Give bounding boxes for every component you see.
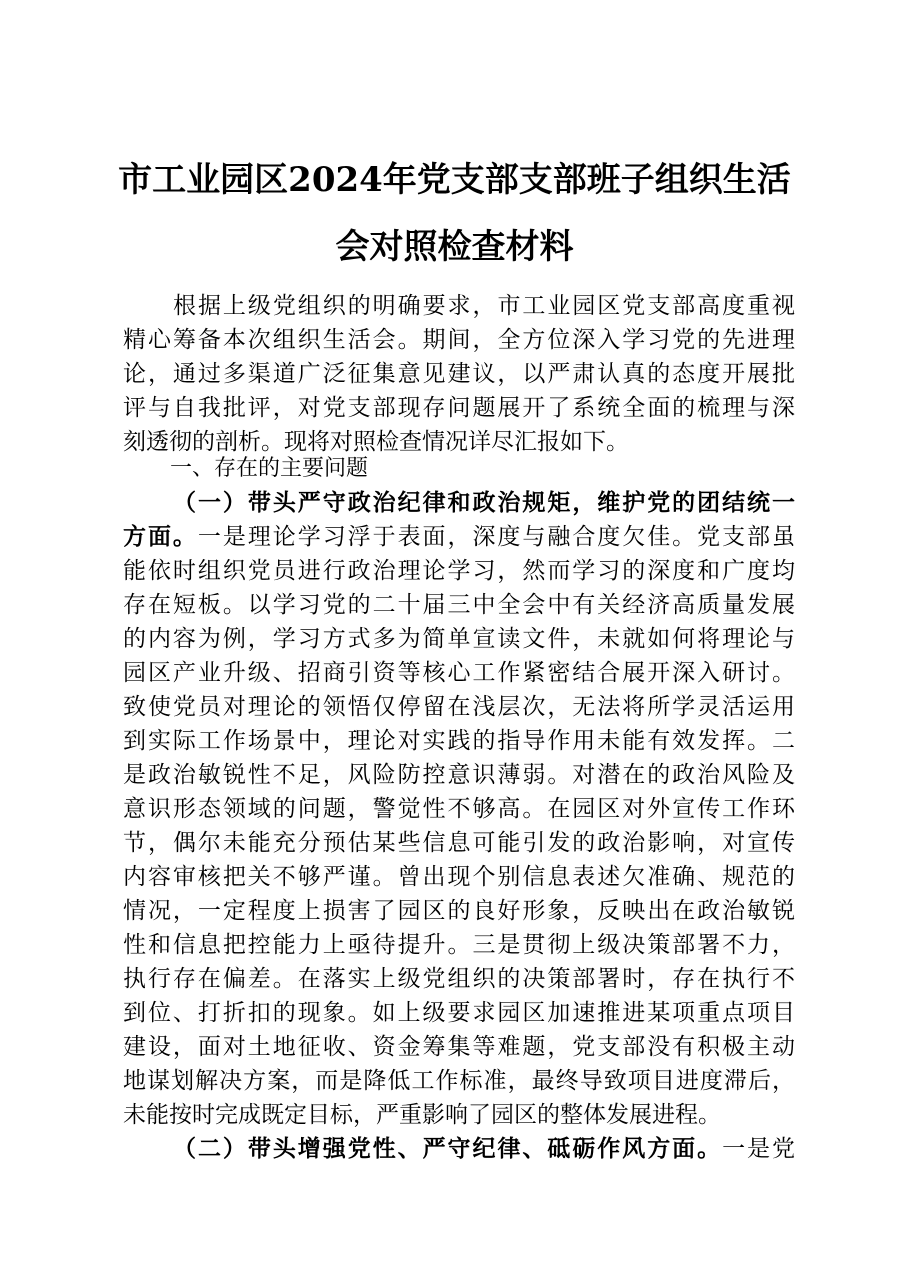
intro-line: 根据上级党组织的明确要求，市工业园区党支部高度重视 — [173, 293, 795, 319]
body-line: 存在短板。以学习党的二十届三中全会中有关经济高质量发展 — [123, 592, 795, 618]
body-line: 到实际工作场景中，理论对实践的指导作用未能有效发挥。二 — [123, 728, 795, 754]
intro-line: 评与自我批评，对党支部现存问题展开了系统全面的梳理与深 — [123, 395, 795, 421]
body-line: 未能按时完成既定目标，严重影响了园区的整体发展进程。 — [123, 1102, 721, 1128]
body-line: 执行存在偏差。在落实上级党组织的决策部署时，存在执行不 — [123, 966, 795, 992]
document-title-line-2: 会对照检查材料 — [335, 227, 574, 267]
body-line: 能依时组织党员进行政治理论学习，然而学习的深度和广度均 — [123, 558, 795, 584]
body-line: 地谋划解决方案，而是降低工作标准，最终导致项目进度滞后， — [123, 1068, 795, 1094]
body-line: 情况，一定程度上损害了园区的良好形象，反映出在政治敏锐 — [123, 898, 795, 924]
body-line: 是政治敏锐性不足，风险防控意识薄弱。对潜在的政治风险及 — [123, 762, 795, 788]
intro-line: 精心筹备本次组织生活会。期间，全方位深入学习党的先进理 — [123, 327, 795, 353]
intro-line: 刻透彻的剖析。现将对照检查情况详尽汇报如下。 — [123, 429, 629, 455]
document-title-line-1: 市工业园区2024年党支部支部班子组织生活 — [118, 160, 791, 200]
section-heading: 一、存在的主要问题 — [170, 456, 369, 481]
body-line: 节，偶尔未能充分预估某些信息可能引发的政治影响，对宣传 — [123, 830, 795, 856]
subsection-1-heading-tail: 方面。 — [123, 523, 198, 550]
body-line: 内容审核把关不够严谨。曾出现个别信息表述欠准确、规范的 — [123, 864, 795, 890]
subsection-2-heading: （二）带头增强党性、严守纪律、砥砺作风方面。 — [173, 1135, 723, 1162]
body-line: 性和信息把控能力上亟待提升。三是贯彻上级决策部署不力， — [123, 932, 795, 958]
body-line: 园区产业升级、招商引资等核心工作紧密结合展开深入研讨。 — [123, 660, 795, 686]
intro-line: 论，通过多渠道广泛征集意见建议，以严肃认真的态度开展批 — [123, 361, 795, 387]
body-line — [123, 1132, 795, 1166]
body-line: 意识形态领域的问题，警觉性不够高。在园区对外宣传工作环 — [123, 796, 795, 822]
body-line — [123, 520, 795, 554]
body-line: 到位、打折扣的现象。如上级要求园区加速推进某项重点项目 — [123, 1000, 795, 1026]
body-line: 建设，面对土地征收、资金筹集等难题，党支部没有积极主动 — [123, 1034, 795, 1060]
body-text: 一是党 — [722, 1136, 795, 1162]
body-line: 致使党员对理论的领悟仅停留在浅层次，无法将所学灵活运用 — [123, 694, 795, 720]
body-text: 一是理论学习浮于表面，深度与融合度欠佳。党支部虽 — [197, 524, 795, 550]
body-line: 的内容为例，学习方式多为简单宣读文件，未就如何将理论与 — [123, 626, 795, 652]
subsection-1-heading: （一）带头严守政治纪律和政治规矩，维护党的团结统一 — [173, 489, 795, 516]
